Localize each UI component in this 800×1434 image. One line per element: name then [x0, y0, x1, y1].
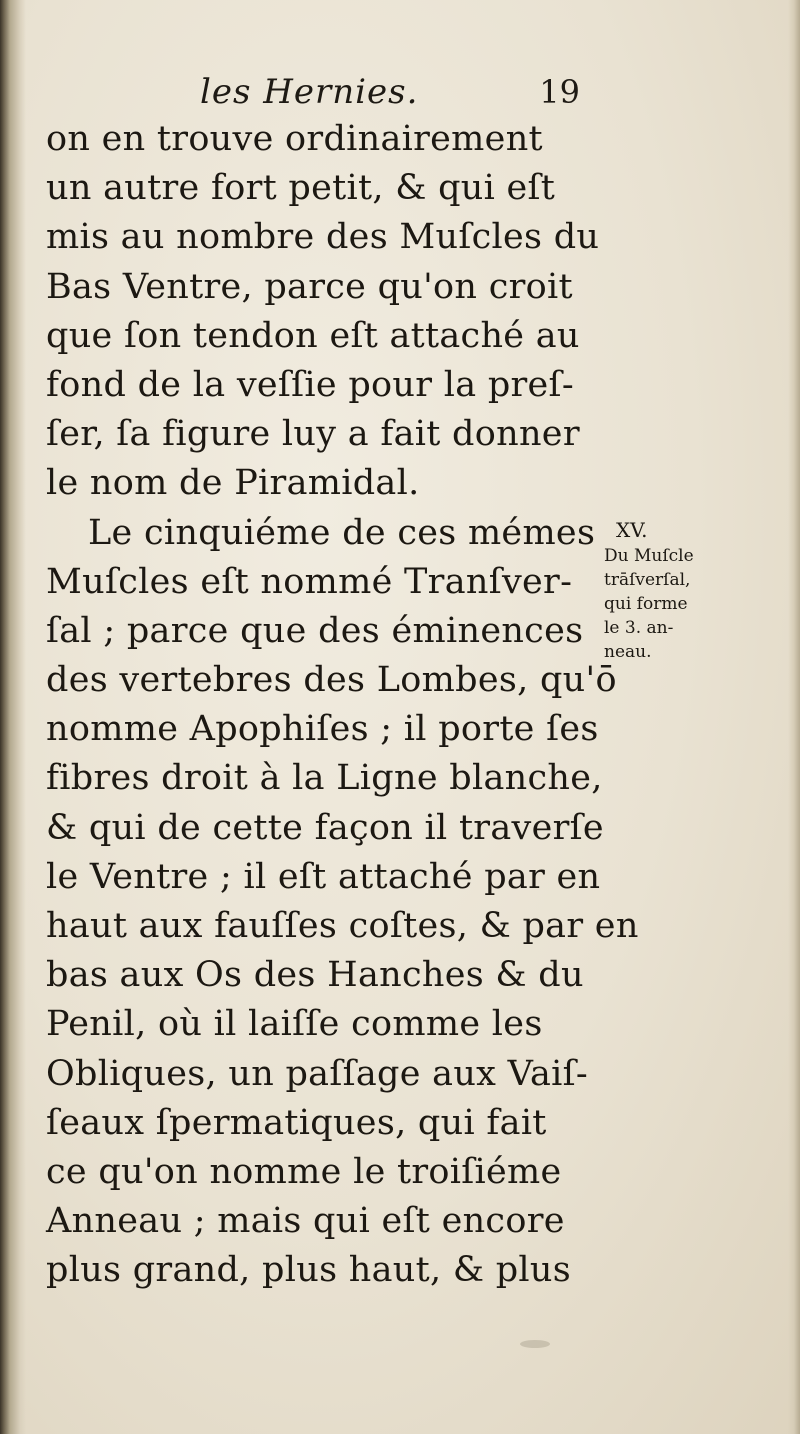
text-line: ſal ; parce que des éminences [46, 610, 584, 651]
margin-note-line: neau. [604, 642, 652, 662]
text-line: un autre fort petit, & qui eſt [46, 168, 556, 209]
text-line: plus grand, plus haut, & plus [46, 1250, 572, 1291]
text-line: ce qu'on nomme le troiſiéme [46, 1151, 562, 1192]
text-line: Bas Ventre, parce qu'on croit [46, 266, 573, 307]
text-line: & qui de cette façon il traverſe [46, 807, 604, 848]
text-line: Penil, où il laiſſe comme les [46, 1004, 543, 1045]
text-line: nomme Apophiſes ; il porte ſes [46, 709, 599, 750]
running-head [200, 70, 600, 114]
margin-note-line: le 3. an- [604, 618, 674, 638]
paragraph-start-line: Le cinquiéme de ces mémes [88, 512, 596, 553]
text-line: bas aux Os des Hanches & du [46, 955, 584, 996]
text-line: on en trouve ordinairement [46, 119, 543, 159]
text-line: mis au nombre des Muſcles du [46, 217, 600, 258]
margin-note-line: Du Muſcle [604, 546, 694, 566]
text-line: des vertebres des Lombes, qu'ō [46, 660, 617, 701]
text-line: Anneau ; mais qui eſt encore [46, 1201, 565, 1242]
page-right-edge [788, 0, 800, 1434]
text-line: le Ventre ; il eſt attaché par en [46, 856, 601, 897]
running-head-title: les Hernies. [200, 72, 419, 112]
margin-note-line: trāſverſal, [604, 570, 691, 590]
text-line: Muſcles eſt nommé Tranſver- [46, 561, 573, 602]
margin-note [604, 516, 734, 664]
page-number: 19 [539, 73, 580, 111]
text-line: le nom de Piramidal. [46, 463, 420, 504]
text-line: fibres droit à la Ligne blanche, [46, 758, 603, 799]
text-line: ſeaux ſpermatiques, qui fait [46, 1102, 547, 1143]
margin-note-line: qui forme [604, 594, 688, 614]
page-gutter-shadow [0, 0, 26, 1434]
text-line: que ſon tendon eſt attaché au [46, 315, 580, 356]
paper-stain [520, 1340, 550, 1348]
margin-note-number: XV. [616, 518, 648, 542]
text-line: fond de la veſſie pour la preſ- [46, 364, 574, 405]
text-line: Obliques, un paſſage aux Vaiſ- [46, 1053, 589, 1094]
text-line: haut aux fauſſes coſtes, & par en [46, 906, 639, 946]
text-line: ſer, ſa figure luy a fait donner [46, 414, 580, 455]
